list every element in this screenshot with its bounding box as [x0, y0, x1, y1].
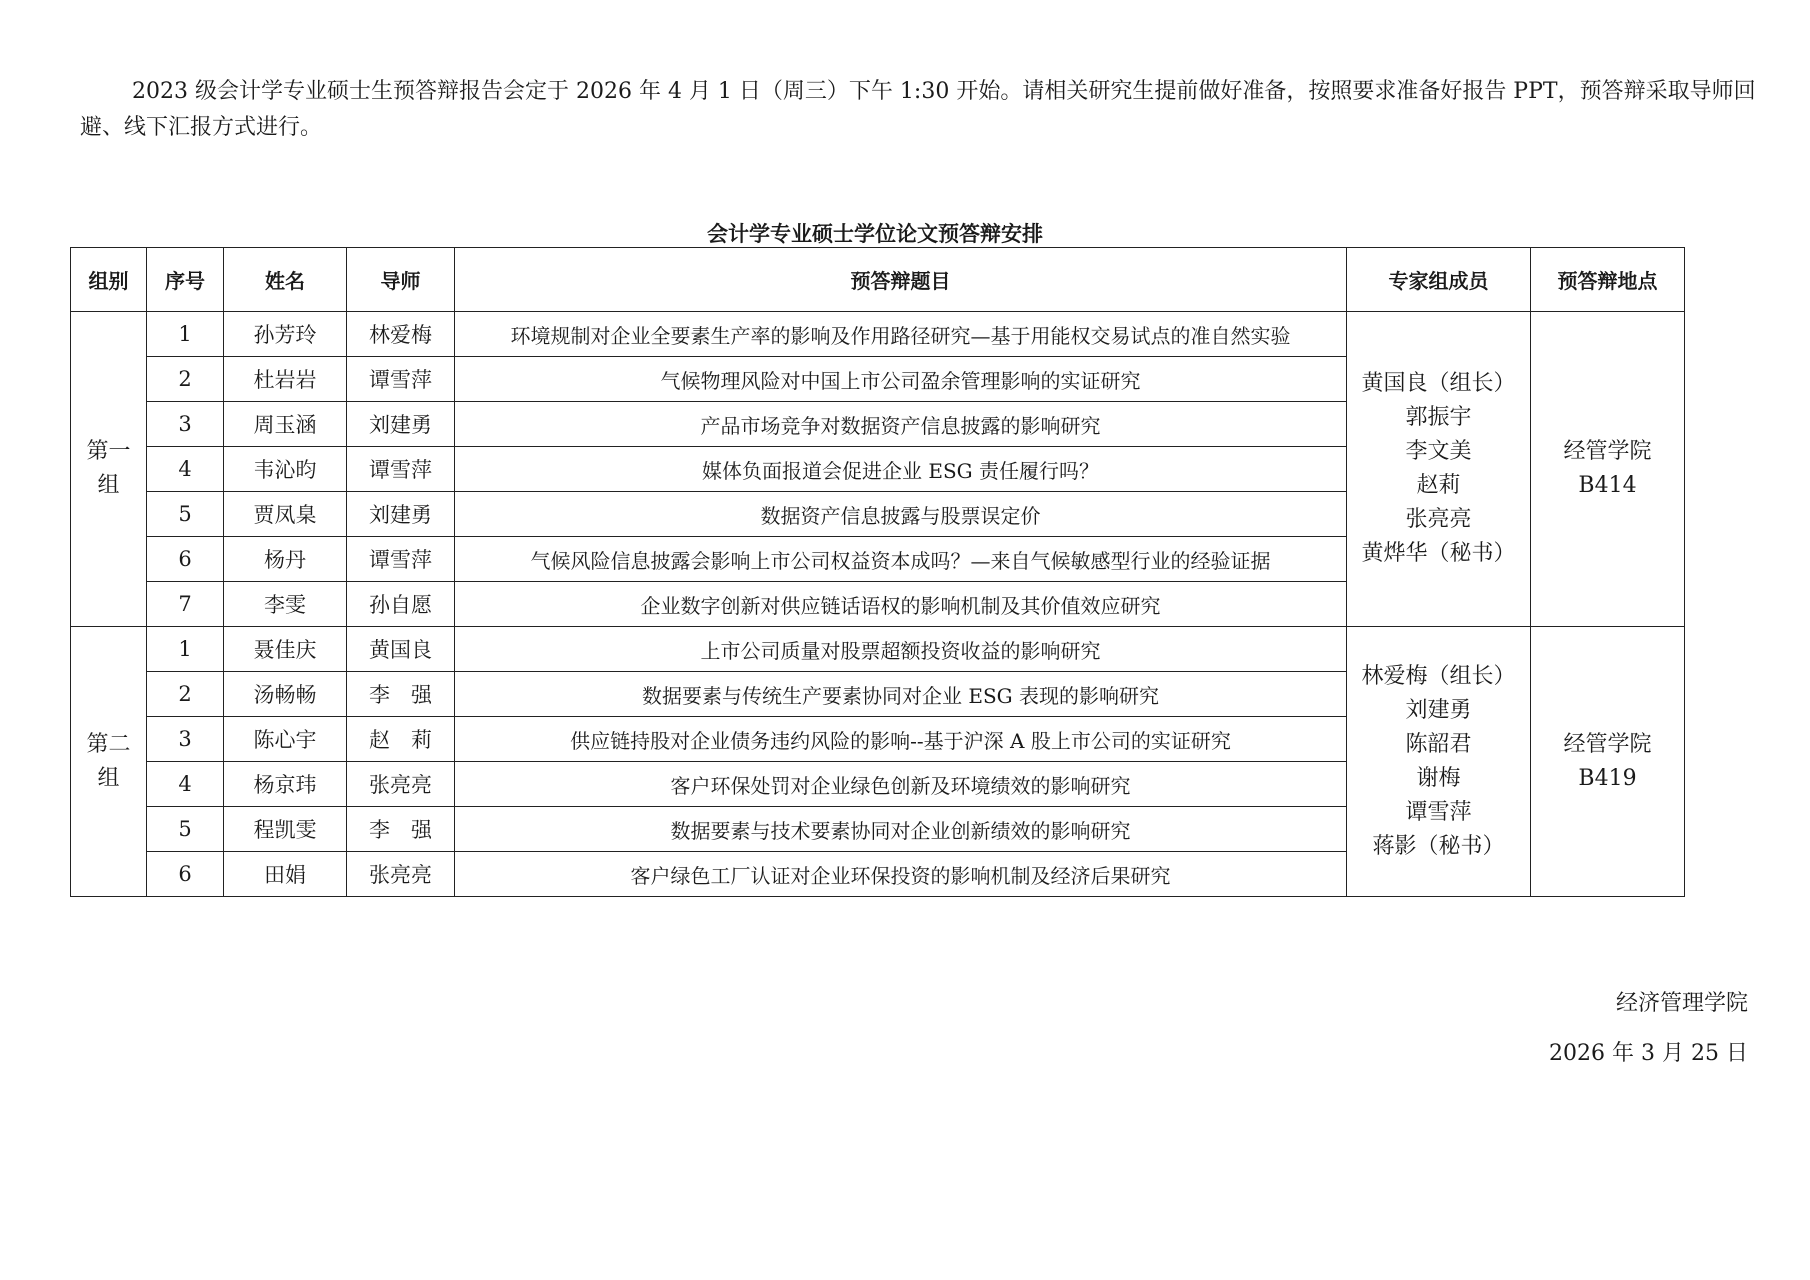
- advisor-name: 谭雪萍: [347, 447, 455, 492]
- advisor-name: 张亮亮: [347, 762, 455, 807]
- thesis-title: 客户绿色工厂认证对企业环保投资的影响机制及经济后果研究: [455, 852, 1347, 897]
- student-name: 聂佳庆: [224, 627, 347, 672]
- defense-location: 经管学院 B414: [1531, 312, 1685, 627]
- signature-organization: 经济管理学院: [1615, 991, 1748, 1016]
- thesis-title: 气候物理风险对中国上市公司盈余管理影响的实证研究: [455, 357, 1347, 402]
- row-number: 3: [147, 717, 224, 762]
- header-name: 姓名: [224, 248, 347, 312]
- row-number: 7: [147, 582, 224, 627]
- student-name: 贾凤臬: [224, 492, 347, 537]
- table-row: [71, 312, 1685, 357]
- student-name: 杜岩岩: [224, 357, 347, 402]
- thesis-title: 数据要素与技术要素协同对企业创新绩效的影响研究: [455, 807, 1347, 852]
- table-title: 会计学专业硕士学位论文预答辩安排: [707, 222, 1043, 246]
- table-row: [71, 627, 1685, 672]
- student-name: 孙芳玲: [224, 312, 347, 357]
- student-name: 杨丹: [224, 537, 347, 582]
- thesis-title: 气候风险信息披露会影响上市公司权益资本成吗？—来自气候敏感型行业的经验证据: [455, 537, 1347, 582]
- row-number: 2: [147, 357, 224, 402]
- row-number: 6: [147, 537, 224, 582]
- advisor-name: 张亮亮: [347, 852, 455, 897]
- row-number: 3: [147, 402, 224, 447]
- advisor-name: 赵 莉: [347, 717, 455, 762]
- header-number: 序号: [147, 248, 224, 312]
- student-name: 陈心宇: [224, 717, 347, 762]
- row-number: 1: [147, 312, 224, 357]
- thesis-title: 数据要素与传统生产要素协同对企业 ESG 表现的影响研究: [455, 672, 1347, 717]
- intro-paragraph: 2023 级会计学专业硕士生预答辩报告会定于 2026 年 4 月 1 日（周三）下午 1:30 开始。请相关研究生提前做好准备，按照要求准备好报告 PPT，预答辩采取导师回避、线下汇报方式进行。: [80, 79, 1756, 140]
- group-label: 第一 组: [71, 312, 147, 627]
- advisor-name: 李 强: [347, 672, 455, 717]
- student-name: 杨京玮: [224, 762, 347, 807]
- advisor-name: 谭雪萍: [347, 357, 455, 402]
- student-name: 周玉涵: [224, 402, 347, 447]
- header-experts: 专家组成员: [1347, 248, 1531, 312]
- expert-panel: 林爱梅（组长） 刘建勇 陈韶君 谢梅 谭雪萍 蒋影（秘书）: [1347, 627, 1531, 897]
- defense-location: 经管学院 B419: [1531, 627, 1685, 897]
- header-advisor: 导师: [347, 248, 455, 312]
- thesis-title: 上市公司质量对股票超额投资收益的影响研究: [455, 627, 1347, 672]
- student-name: 韦沁昀: [224, 447, 347, 492]
- thesis-title: 客户环保处罚对企业绿色创新及环境绩效的影响研究: [455, 762, 1347, 807]
- defense-schedule-table: [70, 247, 1685, 897]
- row-number: 5: [147, 807, 224, 852]
- student-name: 程凯雯: [224, 807, 347, 852]
- thesis-title: 供应链持股对企业债务违约风险的影响--基于沪深 A 股上市公司的实证研究: [455, 717, 1347, 762]
- thesis-title: 媒体负面报道会促进企业 ESG 责任履行吗？: [455, 447, 1347, 492]
- student-name: 田娟: [224, 852, 347, 897]
- advisor-name: 黄国良: [347, 627, 455, 672]
- student-name: 汤畅畅: [224, 672, 347, 717]
- group-label: 第二 组: [71, 627, 147, 897]
- thesis-title: 企业数字创新对供应链话语权的影响机制及其价值效应研究: [455, 582, 1347, 627]
- header-row: [71, 248, 1685, 312]
- thesis-title: 数据资产信息披露与股票误定价: [455, 492, 1347, 537]
- header-group: 组别: [71, 248, 147, 312]
- row-number: 4: [147, 447, 224, 492]
- row-number: 2: [147, 672, 224, 717]
- advisor-name: 刘建勇: [347, 402, 455, 447]
- advisor-name: 林爱梅: [347, 312, 455, 357]
- advisor-name: 刘建勇: [347, 492, 455, 537]
- thesis-title: 产品市场竞争对数据资产信息披露的影响研究: [455, 402, 1347, 447]
- header-location: 预答辩地点: [1531, 248, 1685, 312]
- advisor-name: 谭雪萍: [347, 537, 455, 582]
- student-name: 李雯: [224, 582, 347, 627]
- signature-date: 2026 年 3 月 25 日: [1549, 1041, 1748, 1066]
- row-number: 4: [147, 762, 224, 807]
- row-number: 1: [147, 627, 224, 672]
- row-number: 6: [147, 852, 224, 897]
- advisor-name: 李 强: [347, 807, 455, 852]
- header-title: 预答辩题目: [455, 248, 1347, 312]
- row-number: 5: [147, 492, 224, 537]
- thesis-title: 环境规制对企业全要素生产率的影响及作用路径研究—基于用能权交易试点的准自然实验: [455, 312, 1347, 357]
- advisor-name: 孙自愿: [347, 582, 455, 627]
- expert-panel: 黄国良（组长） 郭振宇 李文美 赵莉 张亮亮 黄烨华（秘书）: [1347, 312, 1531, 627]
